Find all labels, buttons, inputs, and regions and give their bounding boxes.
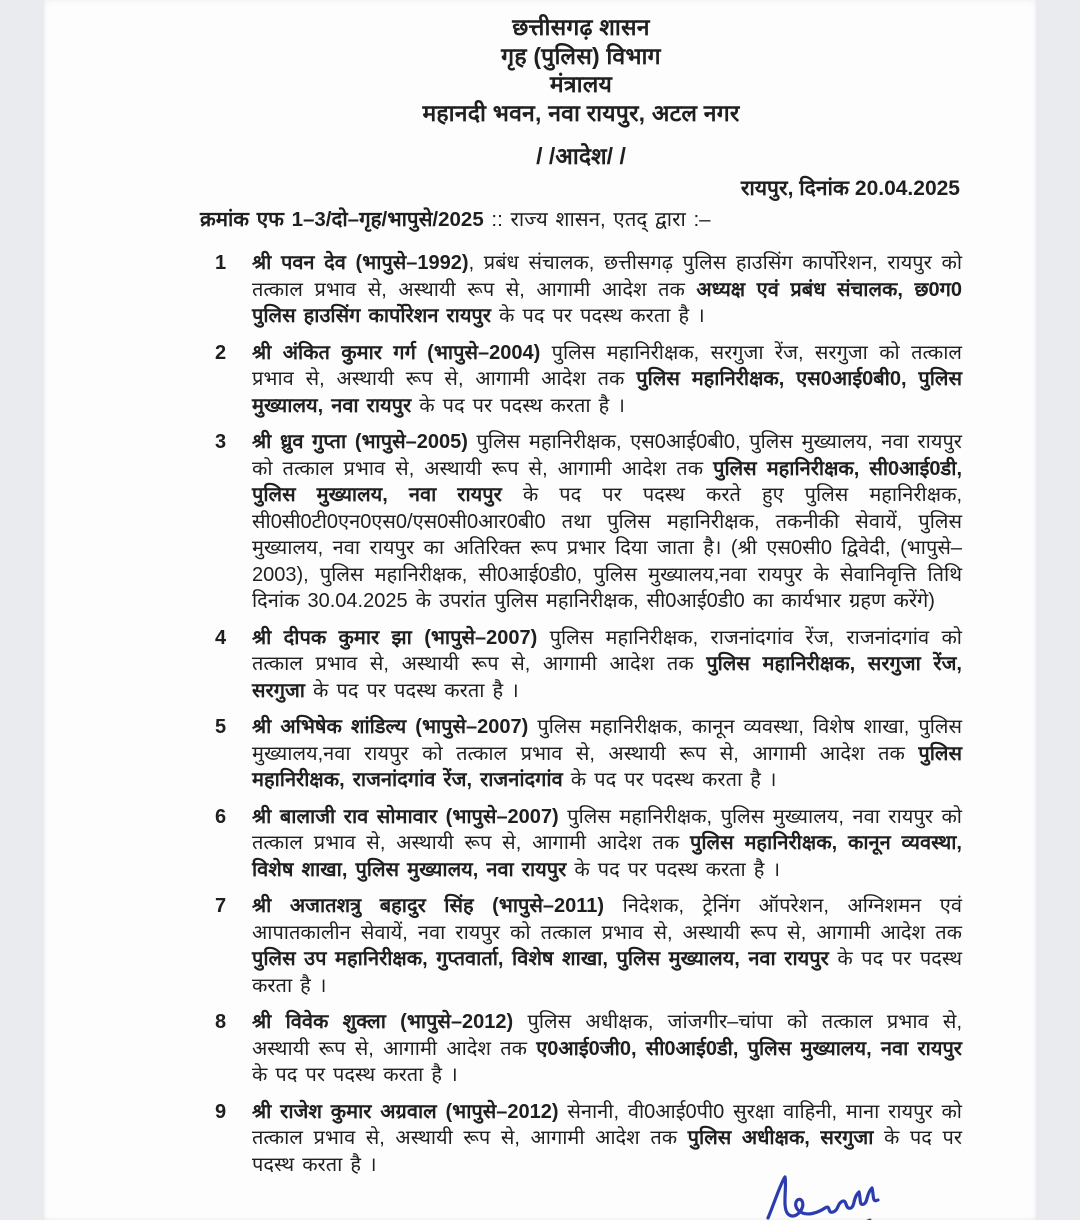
order-text: श्री पवन देव (भापुसे–1992), प्रबंध संचालक, छत्तीसगढ़ पुलिस हाउसिंग कार्पोरेशन, रायपुर को तत्काल प्रभाव से, अस्थायी रूप से, आगामी आदेश तक अध्यक्ष एवं प्रबंध संचालक, छ0ग0 पुलिस हाउसिंग कार्पोरेशन रायपुर के पद पर पदस्थ करता है । — [252, 252, 962, 327]
reference-suffix: :: राज्य शासन, एतद् द्वारा :– — [483, 208, 711, 231]
order-text: श्री विवेक शुक्ला (भापुसे–2012) पुलिस अधीक्षक, जांजगीर–चांपा को तत्काल प्रभाव से, अस्थायी रूप से, आगामी आदेश तक ए0आई0जी0, सी0आई0डी, पुलिस मुख्यालय, नवा रायपुर के पद पर पदस्थ करता है । — [252, 1011, 962, 1086]
order-text: श्री अभिषेक शांडिल्य (भापुसे–2007) पुलिस महानिरीक्षक, कानून व्यवस्था, विशेष शाखा, पुलिस मुख्यालय,नवा रायपुर को तत्काल प्रभाव से, अस्थायी रूप से, आगामी आदेश तक पुलिस महानिरीक्षक, राजनांदगांव रेंज, राजनांदगांव के पद पर पदस्थ करता है । — [252, 716, 963, 791]
order-number: 3 — [215, 431, 227, 453]
order-list — [200, 250, 962, 1178]
order-text: श्री राजेश कुमार अग्रवाल (भापुसे–2012) सेनानी, वी0आई0पी0 सुरक्षा वाहिनी, माना रायपुर को तत्काल प्रभाव से, अस्थायी रूप से, आगामी आदेश तक पुलिस अधीक्षक, सरगुजा के पद पर पदस्थ करता है । — [252, 1100, 963, 1176]
order-item — [200, 1009, 962, 1089]
order-number: 5 — [215, 716, 227, 738]
order-number: 6 — [215, 805, 227, 828]
document-paper — [44, 0, 1036, 1220]
order-text: श्री ध्रुव गुप्ता (भापुसे–2005) पुलिस महानिरीक्षक, एस0आई0बी0, पुलिस मुख्यालय, नवा रायपुर को तत्काल प्रभाव से, अस्थायी रूप से, आगामी आदेश तक पुलिस महानिरीक्षक, सी0आई0डी, पुलिस मुख्यालय, नवा रायपुर के पद पर पदस्थ करते हुए पुलिस महानिरीक्षक, सी0सी0टी0एन0एस0/एस0सी0आर0बी0 तथा पुलिस महानिरीक्षक, तकनीकी सेवायें, पुलिस मुख्यालय, नवा रायपुर का अतिरिक्त रूप प्रभार दिया जाता है। (श्री एस0सी0 द्विवेदी, (भापुसे–2003), पुलिस महानिरीक्षक, सी0आई0डी0, पुलिस मुख्यालय,नवा रायपुर के सेवानिवृत्ति तिथि दिनांक 30.04.2025 के उपरांत पुलिस महानिरीक्षक, सी0आई0डी0 का कार्यभार ग्रहण करेंगे) — [252, 431, 962, 612]
order-text: श्री अंकित कुमार गर्ग (भापुसे–2004) पुलिस महानिरीक्षक, सरगुजा रेंज, सरगुजा को तत्काल प्रभाव से, अस्थायी रूप से, आगामी आदेश तक पुलिस महानिरीक्षक, एस0आई0बी0, पुलिस मुख्यालय, नवा रायपुर के पद पर पदस्थ करता है । — [252, 341, 962, 417]
order-text: श्री अजातशत्रु बहादुर सिंह (भापुसे–2011) निदेशक, ट्रेनिंग ऑपरेशन, अग्निशमन एवं आपातकालीन सेवायें, नवा रायपुर को तत्काल प्रभाव से, अस्थायी रूप से, आगामी आदेश तक पुलिस उप महानिरीक्षक, गुप्तवार्ता, विशेष शाखा, पुलिस मुख्यालय, नवा रायपुर के पद पर पदस्थ करता है । — [252, 895, 962, 997]
order-item — [200, 804, 962, 884]
order-text: श्री बालाजी राव सोमावार (भापुसे–2007) पुलिस महानिरीक्षक, पुलिस मुख्यालय, नवा रायपुर को तत्काल प्रभाव से, अस्थायी रूप से, आगामी आदेश तक पुलिस महानिरीक्षक, कानून व्यवस्था, विशेष शाखा, पुलिस मुख्यालय, नवा रायपुर के पद पर पदस्थ करता है । — [252, 805, 962, 881]
header-department: गृह (पुलिस) विभाग — [501, 42, 661, 69]
signature-stroke — [768, 1177, 878, 1218]
order-item — [200, 625, 962, 705]
reference-line — [200, 206, 962, 233]
document-header — [200, 0, 962, 127]
header-ministry: मंत्रालय — [549, 71, 613, 97]
order-item — [200, 250, 962, 330]
reference-number: क्रमांक एफ 1–3/दो–गृह/भापुसे/2025 — [200, 208, 484, 231]
header-address: महानदी भवन, नवा रायपुर, अटल नगर — [422, 99, 740, 126]
order-number: 4 — [215, 626, 227, 649]
order-number: 1 — [215, 252, 227, 274]
order-item — [200, 429, 962, 615]
order-item — [200, 1099, 962, 1179]
order-number: 2 — [215, 341, 227, 364]
handwritten-signature — [762, 1172, 912, 1220]
signature-icon — [762, 1172, 912, 1220]
order-text: श्री दीपक कुमार झा (भापुसे–2007) पुलिस महानिरीक्षक, राजनांदगांव रेंज, राजनांदगांव को तत्काल प्रभाव से, अस्थायी रूप से, आगामी आदेश तक पुलिस महानिरीक्षक, सरगुजा रेंज, सरगुजा के पद पर पदस्थ करता है । — [252, 626, 962, 702]
order-number: 9 — [215, 1100, 227, 1123]
order-item — [200, 714, 962, 794]
order-number: 7 — [215, 895, 227, 917]
order-number: 8 — [215, 1011, 227, 1033]
header-government: छत्तीसगढ़ शासन — [512, 14, 650, 40]
place-date-line: रायपुर, दिनांक 20.04.2025 — [740, 177, 960, 200]
order-item — [200, 340, 962, 420]
document-content — [200, 0, 962, 1188]
order-item — [200, 893, 962, 999]
order-title: / /आदेश/ / — [536, 143, 626, 169]
